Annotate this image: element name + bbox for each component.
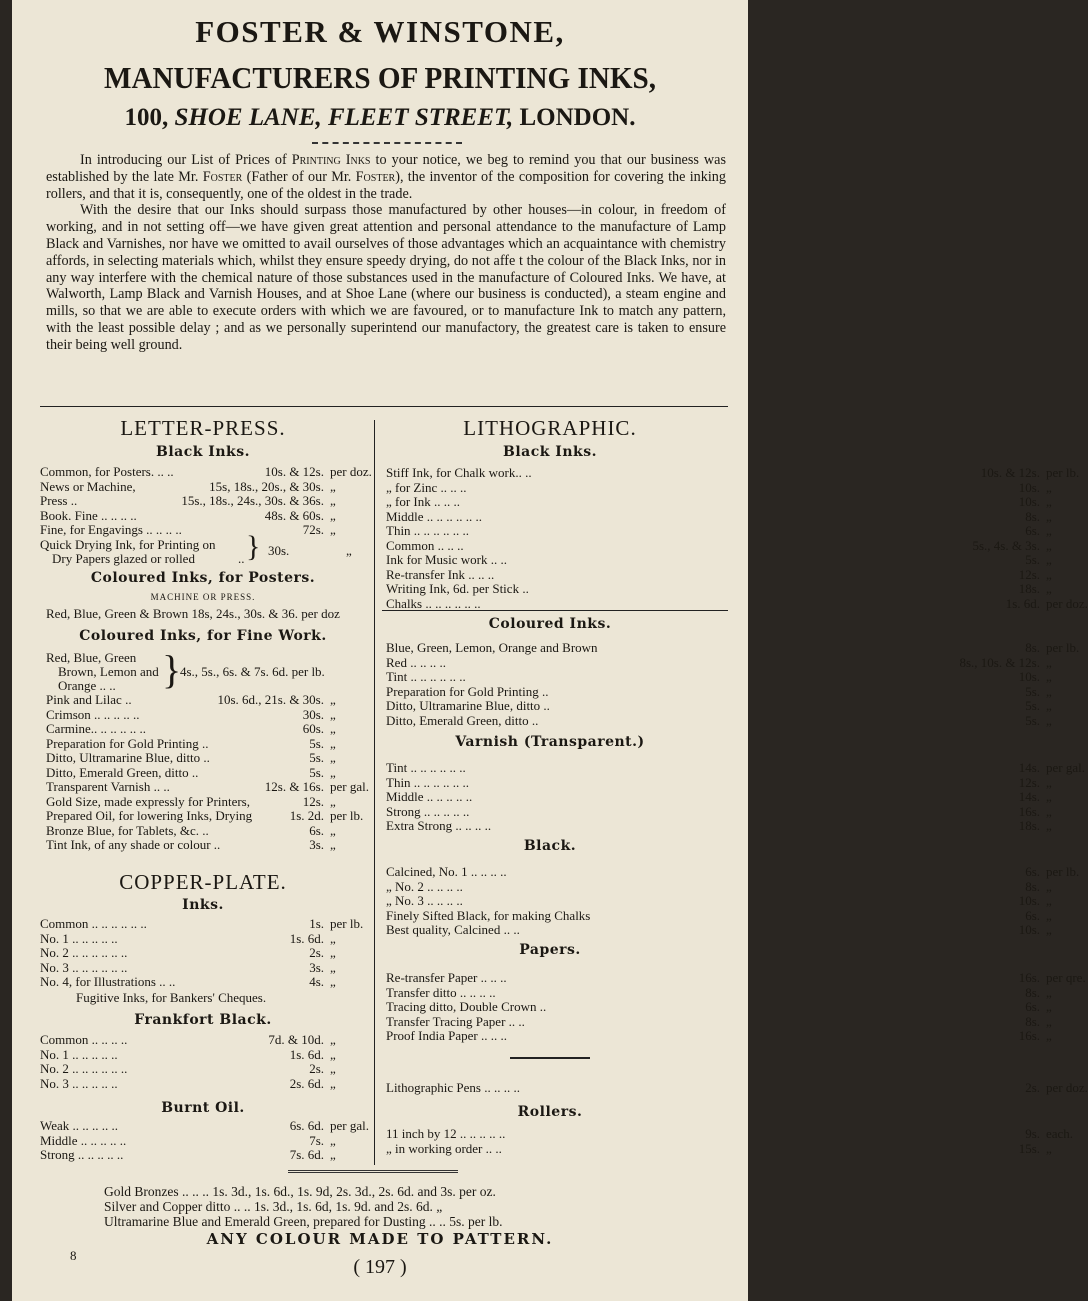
item-desc: „ No. 2 .. .. .. .. — [386, 878, 463, 894]
item-unit: per lb. — [1046, 465, 1080, 480]
address-city: LONDON. — [519, 104, 636, 131]
price-row — [386, 1140, 1052, 1156]
price-row — [40, 1061, 374, 1076]
item-unit: per gal. — [1046, 760, 1085, 775]
price-row — [40, 522, 374, 537]
posters-heading: Coloured Inks, for Posters. — [90, 570, 316, 586]
item-unit: „ — [330, 507, 336, 523]
price-row — [386, 760, 1085, 775]
intro-paragraph-1: In introducing our List of Prices of Printing Inks to your notice, we beg to remind you that our business was established by the late Mr. Foster (Father of our Mr. Foster), the inventor of the composition for covering the inking rollers, and that it is, consequently, one of the oldest in the trade. — [46, 152, 726, 202]
item-desc: Ditto, Ultramarine Blue, ditto .. — [386, 698, 550, 713]
item-price: 30s. — [302, 706, 324, 722]
item-desc: Prepared Oil, for lowering Inks, Drying — [46, 808, 253, 823]
footer-ultramarine: Ultramarine Blue and Emerald Green, prepared for Dusting .. .. 5s. per lb. — [104, 1214, 503, 1229]
price-row — [40, 974, 374, 989]
item-price: 8s. — [1025, 878, 1040, 894]
price-row — [386, 683, 1052, 699]
item-price: 5s. — [309, 750, 324, 765]
item-desc: News or Machine, — [40, 478, 136, 494]
item-unit: per doz. — [1046, 595, 1088, 611]
item-desc: Book. Fine .. .. .. .. — [40, 507, 137, 523]
quick-drying-desc-a: Quick Drying Ink, for Printing on — [40, 537, 216, 552]
price-row — [386, 818, 1052, 833]
item-price: 10s. 6d., 21s. & 30s. — [217, 692, 324, 707]
item-unit: „ — [1046, 922, 1052, 937]
item-desc: Transfer ditto .. .. .. .. — [386, 984, 496, 1000]
item-unit: „ — [330, 793, 336, 809]
item-desc: Strong .. .. .. .. .. — [386, 803, 470, 819]
item-desc: Tint Ink, of any shade or colour .. — [46, 837, 221, 852]
item-unit: per qre. — [1046, 970, 1086, 985]
item-desc: Thin .. .. .. .. .. .. — [386, 774, 470, 790]
item-desc: Ditto, Emerald Green, ditto .. — [46, 764, 199, 780]
item-price: 8s. — [1025, 508, 1040, 524]
item-desc: Pink and Lilac .. — [46, 692, 132, 707]
item-unit: „ — [1046, 537, 1052, 553]
firm-address — [12, 104, 748, 132]
item-price: 3s. — [309, 837, 324, 852]
item-desc: Middle .. .. .. .. .. — [386, 789, 473, 804]
price-row — [386, 537, 1052, 553]
price-row — [386, 552, 1052, 567]
item-unit: „ — [1046, 494, 1052, 509]
item-price: 7s. 6d. — [289, 1147, 324, 1162]
fugitive-line: Fugitive Inks, for Bankers' Cheques. — [76, 990, 267, 1005]
price-row — [46, 808, 374, 823]
price-row — [386, 970, 1086, 985]
black-inks-heading: Black Inks. — [155, 444, 250, 460]
rollers-heading: Rollers. — [517, 1104, 583, 1120]
price-row — [46, 837, 374, 852]
item-unit: „ — [1046, 712, 1052, 728]
price-row — [386, 523, 1052, 538]
address-street: SHOE LANE, FLEET STREET, — [174, 104, 514, 131]
item-unit: „ — [1046, 508, 1052, 524]
price-row — [386, 465, 1080, 480]
item-desc: Re-transfer Paper .. .. .. — [386, 970, 507, 985]
frankfort-heading: Frankfort Black. — [134, 1012, 272, 1028]
price-row — [46, 823, 374, 838]
item-unit: „ — [1046, 893, 1052, 908]
item-unit: „ — [330, 930, 336, 946]
item-desc: Proof India Paper .. .. .. — [386, 1028, 507, 1043]
price-row — [46, 765, 374, 780]
item-desc: Middle .. .. .. .. .. — [40, 1132, 127, 1148]
item-price: 14s. — [1018, 789, 1040, 804]
price-row — [386, 479, 1052, 495]
price-row — [40, 945, 374, 960]
price-row — [386, 999, 1052, 1014]
page-number: ( 197 ) — [353, 1256, 407, 1278]
litho-coloured-heading: Coloured Inks. — [488, 616, 612, 632]
price-row — [46, 707, 374, 722]
item-price: 2s. — [309, 1061, 324, 1076]
item-price: 2s. — [309, 945, 324, 960]
item-unit: „ — [1046, 1140, 1052, 1156]
item-desc: Gold Size, made expressly for Printers, — [46, 793, 250, 809]
item-price: 10s. — [1018, 669, 1040, 684]
intro-text — [46, 152, 726, 354]
posters-note: MACHINE OR PRESS. — [150, 592, 256, 602]
item-unit: „ — [1046, 1013, 1052, 1029]
item-desc: Best quality, Calcined .. .. — [386, 922, 520, 937]
item-desc: „ in working order .. .. — [386, 1140, 502, 1156]
quick-drying-unit: „ — [346, 543, 352, 558]
papers-heading: Papers. — [519, 942, 581, 958]
item-desc: Carmine.. .. .. .. .. .. — [46, 721, 147, 736]
item-price: 6s. — [309, 822, 324, 838]
quick-drying-brace: } — [246, 530, 261, 563]
price-row — [386, 595, 1088, 611]
item-unit: per doz. — [330, 464, 372, 479]
item-unit: „ — [330, 1075, 336, 1091]
item-desc: Re-transfer Ink .. .. .. — [386, 566, 495, 582]
item-price: 3s. — [309, 959, 324, 975]
price-row — [386, 922, 1052, 937]
item-unit: „ — [1046, 669, 1052, 684]
item-price: 5s. — [1025, 552, 1040, 567]
item-price: 5s. — [309, 735, 324, 751]
item-unit: „ — [1046, 803, 1052, 819]
price-row — [40, 1076, 374, 1091]
item-unit: „ — [330, 1132, 336, 1148]
item-price: 5s., 4s. & 3s. — [972, 537, 1040, 553]
item-unit: „ — [1046, 984, 1052, 1000]
item-price: 16s. — [1018, 803, 1040, 819]
item-unit: per lb. — [1046, 864, 1080, 879]
item-unit: „ — [1046, 566, 1052, 582]
item-price: 10s. — [1018, 479, 1040, 495]
item-desc: No. 1 .. .. .. .. .. — [40, 1046, 118, 1062]
item-price: 48s. & 60s. — [264, 507, 324, 523]
item-price: 4s. — [309, 974, 324, 989]
price-row — [386, 789, 1052, 804]
item-unit: „ — [330, 493, 336, 508]
item-unit: per lb. — [1046, 640, 1080, 655]
item-unit: „ — [330, 959, 336, 975]
quick-drying-desc-b: Dry Papers glazed or rolled — [52, 551, 195, 566]
item-price: 12s. — [1018, 774, 1040, 790]
price-row — [40, 479, 374, 494]
item-price: 8s. — [1025, 1013, 1040, 1029]
copperplate-heading: COPPER-PLATE. — [119, 870, 287, 894]
quick-drying-value: 30s. — [268, 543, 290, 558]
price-row — [46, 779, 374, 794]
item-price: 10s. & 12s. — [264, 464, 324, 479]
item-price: 10s. — [1018, 893, 1040, 908]
price-row — [386, 907, 1052, 923]
litho-heading: LITHOGRAPHIC. — [463, 416, 637, 440]
price-row — [40, 508, 374, 523]
item-unit: „ — [1046, 907, 1052, 923]
price-row — [386, 669, 1052, 684]
item-unit: „ — [330, 1147, 336, 1162]
price-list-page — [12, 0, 1088, 1301]
item-unit: „ — [1046, 523, 1052, 538]
item-price: 15s, 18s., 20s., & 30s. — [209, 478, 324, 494]
tagline: ANY COLOUR MADE TO PATTERN. — [206, 1230, 554, 1248]
item-unit: „ — [330, 478, 336, 494]
price-row — [386, 774, 1052, 790]
item-desc: Blue, Green, Lemon, Orange and Brown — [386, 640, 598, 655]
item-price: 12s. — [1018, 566, 1040, 582]
burnt-oil-heading: Burnt Oil. — [161, 1100, 245, 1116]
price-row — [46, 692, 374, 707]
varnish-heading: Varnish (Transparent.) — [455, 734, 645, 750]
item-desc: No. 3 .. .. .. .. .. — [40, 1075, 118, 1091]
signature-mark: 8 — [70, 1248, 77, 1263]
item-price: 9s. — [1025, 1126, 1040, 1141]
item-unit: „ — [1046, 774, 1052, 790]
fine-work-heading: Coloured Inks, for Fine Work. — [79, 628, 327, 644]
item-price: 2s. — [1025, 1080, 1040, 1095]
item-unit: „ — [1046, 479, 1052, 495]
item-price: 16s. — [1018, 1028, 1040, 1043]
item-price: 7d. & 10d. — [268, 1032, 324, 1047]
footer-silver: Silver and Copper ditto .. .. 1s. 3d., 1s. 6d, 1s. 9d. and 2s. 6d. „ — [104, 1199, 443, 1214]
item-desc: Bronze Blue, for Tablets, &c. .. — [46, 822, 209, 838]
item-desc: Calcined, No. 1 .. .. .. .. — [386, 864, 507, 879]
item-unit: per lb. — [330, 916, 364, 931]
price-row — [386, 508, 1052, 524]
price-row — [386, 1080, 1088, 1095]
item-price: 5s. — [1025, 683, 1040, 699]
price-row — [386, 698, 1052, 713]
item-desc: „ No. 3 .. .. .. .. — [386, 893, 463, 908]
item-desc: No. 4, for Illustrations .. .. — [40, 974, 176, 989]
letterpress-heading: LETTER-PRESS. — [120, 416, 286, 440]
price-row — [386, 1028, 1052, 1043]
price-row — [46, 794, 374, 809]
item-unit: „ — [330, 764, 336, 780]
price-row — [386, 712, 1052, 728]
price-row — [386, 566, 1052, 582]
item-unit: each. — [1046, 1126, 1074, 1141]
item-price: 6s. — [1025, 523, 1040, 538]
item-desc: No. 1 .. .. .. .. .. — [40, 930, 118, 946]
price-row — [386, 878, 1052, 894]
item-desc: Extra Strong .. .. .. .. — [386, 818, 492, 833]
price-row — [386, 1126, 1074, 1141]
item-price: 6s. — [1025, 907, 1040, 923]
price-row — [40, 931, 374, 946]
price-row — [386, 1013, 1052, 1029]
item-unit: „ — [1046, 552, 1052, 567]
item-desc: Ditto, Ultramarine Blue, ditto .. — [46, 750, 210, 765]
item-desc: Common, for Posters. .. .. — [40, 464, 174, 479]
header-divider — [312, 142, 462, 144]
item-price: 5s. — [1025, 698, 1040, 713]
posters-line: Red, Blue, Green & Brown 18s, 24s., 30s. & 36. per doz — [46, 606, 340, 621]
item-desc: No. 3 .. .. .. .. .. .. — [40, 959, 128, 975]
price-row — [386, 581, 1052, 596]
copper-inks-heading: Inks. — [182, 897, 224, 913]
item-desc: 11 inch by 12 .. .. .. .. .. — [386, 1126, 506, 1141]
item-price: 6s. — [1025, 864, 1040, 879]
fine-group-brace: } — [162, 647, 182, 692]
fine-group-b: Brown, Lemon and — [58, 664, 159, 679]
item-price: 60s. — [302, 721, 324, 736]
item-desc: Common .. .. .. .. .. .. — [40, 916, 147, 931]
price-row — [46, 721, 374, 736]
item-price: 7s. — [309, 1132, 324, 1148]
item-price: 15s., 18s., 24s., 30s. & 36s. — [181, 493, 324, 508]
item-desc: Tint .. .. .. .. .. .. — [386, 760, 466, 775]
item-unit: „ — [1046, 581, 1052, 596]
item-unit: „ — [1046, 999, 1052, 1014]
item-price: 12s. — [302, 793, 324, 809]
firm-trade: MANUFACTURERS OF PRINTING INKS, — [103, 60, 657, 95]
item-price: 18s. — [1018, 818, 1040, 833]
price-row — [386, 494, 1052, 509]
item-price: 6s. — [1025, 999, 1040, 1014]
item-unit: „ — [330, 1046, 336, 1062]
litho-black2-heading: Black. — [523, 838, 577, 854]
item-price: 72s. — [302, 522, 324, 537]
item-unit: per gal. — [330, 1118, 369, 1133]
item-unit: „ — [1046, 818, 1052, 833]
item-desc: Press .. — [40, 493, 78, 508]
item-price: 14s. — [1018, 760, 1040, 775]
item-desc: Preparation for Gold Printing .. — [46, 735, 209, 751]
item-unit: „ — [330, 750, 336, 765]
item-price: 5s. — [1025, 712, 1040, 728]
item-price: 5s. — [309, 764, 324, 780]
item-unit: per lb. — [330, 808, 364, 823]
item-desc: Lithographic Pens .. .. .. .. — [386, 1080, 520, 1095]
item-unit: „ — [330, 735, 336, 751]
item-unit: „ — [1046, 698, 1052, 713]
item-unit: „ — [330, 837, 336, 852]
address-number: 100, — [124, 104, 169, 131]
price-row — [386, 864, 1080, 879]
price-row — [40, 1032, 374, 1047]
item-price: 8s. — [1025, 640, 1040, 655]
item-unit: „ — [330, 706, 336, 722]
item-unit: „ — [330, 522, 336, 537]
item-price: 8s. — [1025, 984, 1040, 1000]
item-desc: Ditto, Emerald Green, ditto .. — [386, 712, 539, 728]
item-price: 10s. — [1018, 922, 1040, 937]
item-desc: Red .. .. .. .. — [386, 654, 446, 670]
item-unit: „ — [330, 822, 336, 838]
item-unit: „ — [330, 692, 336, 707]
item-price: 2s. 6d. — [289, 1075, 324, 1091]
item-desc: No. 2 .. .. .. .. .. .. — [40, 945, 128, 960]
firm-name: FOSTER & WINSTONE, — [195, 14, 565, 49]
item-price: 6s. 6d. — [289, 1118, 324, 1133]
fine-group-c: Orange .. .. — [58, 678, 116, 693]
item-unit: „ — [330, 721, 336, 736]
item-price: 1s. — [309, 916, 324, 931]
item-price: 18s. — [1018, 581, 1040, 596]
price-row — [40, 960, 374, 975]
price-row — [46, 750, 374, 765]
price-row — [40, 916, 374, 931]
item-unit: „ — [330, 945, 336, 960]
item-desc: Common .. .. .. .. — [40, 1032, 128, 1047]
item-desc: Weak .. .. .. .. .. — [40, 1118, 119, 1133]
item-desc: Fine, for Engavings .. .. .. .. — [40, 522, 182, 537]
section-divider — [40, 406, 728, 407]
item-unit: „ — [1046, 1028, 1052, 1043]
price-row — [386, 640, 1080, 655]
price-row — [40, 1147, 374, 1162]
item-desc: „ for Ink .. .. .. — [386, 494, 461, 509]
item-desc: Tint .. .. .. .. .. .. — [386, 669, 466, 684]
price-row — [386, 654, 1052, 670]
quick-drying-dots: .. — [238, 551, 245, 566]
item-price: 1s. 6d. — [289, 1046, 324, 1062]
price-row — [46, 736, 374, 751]
item-desc: Middle .. .. .. .. .. .. — [386, 508, 483, 524]
price-row — [40, 464, 374, 479]
footer-divider — [288, 1170, 458, 1173]
item-desc: Common .. .. .. — [386, 537, 464, 553]
item-desc: Preparation for Gold Printing .. — [386, 683, 549, 699]
item-desc: Writing Ink, 6d. per Stick .. — [386, 581, 529, 596]
price-row — [40, 1133, 374, 1148]
fine-group-a: Red, Blue, Green — [46, 650, 137, 665]
item-desc: Transfer Tracing Paper .. .. — [386, 1013, 525, 1029]
item-price: 15s. — [1018, 1140, 1040, 1156]
item-desc: Finely Sifted Black, for making Chalks — [386, 907, 591, 923]
item-desc: „ for Zinc .. .. .. — [386, 479, 467, 495]
item-desc: Strong .. .. .. .. .. — [40, 1147, 124, 1162]
litho-black-heading: Black Inks. — [502, 444, 597, 460]
item-price: 1s. 2d. — [289, 808, 324, 823]
item-desc: Thin .. .. .. .. .. .. — [386, 523, 470, 538]
item-price: 12s. & 16s. — [264, 779, 324, 794]
item-unit: „ — [1046, 654, 1052, 670]
item-desc: Transparent Varnish .. .. — [46, 779, 170, 794]
intro-paragraph-2: With the desire that our Inks should surpass those manufactured by other houses—in colour, in freedom of working, and in not setting off—we have given great attention and personal attendance to the manufacture of Lamp Black and Varnishes, nor have we omitted to avail ourselves of those advantages which an acquaintance with chemistry affords, in selecting materials which, whilst they ensure speedy drying, do not affe t the colour of the Black Inks, nor in any way interfere with the chemical nature of those substances used in the manufacture of Coloured Inks. We have, at Walworth, Lamp Black and Varnish Houses, and at Shoe Lane (where our business is conducted), a steam engine and mills, so that we are able to execute orders with which we are favoured, or to manufacture Ink to match any pattern, with the least possible delay ; and as we personally superintend our manufactory, the greatest care is taken to ensure their being well ground. — [46, 202, 726, 353]
item-price: 1s. 6d. — [1005, 595, 1040, 611]
item-price: 8s., 10s. & 12s. — [959, 654, 1040, 670]
item-unit: „ — [330, 1032, 336, 1047]
item-desc: Stiff Ink, for Chalk work.. .. — [386, 465, 532, 480]
item-desc: Tracing ditto, Double Crown .. — [386, 999, 547, 1014]
item-price: 1s. 6d. — [289, 930, 324, 946]
price-row — [40, 1118, 374, 1133]
fine-group-price: 4s., 5s., 6s. & 7s. 6d. per lb. — [180, 664, 325, 679]
item-unit: „ — [1046, 789, 1052, 804]
item-desc: Ink for Music work .. .. — [386, 552, 507, 567]
price-row — [40, 1047, 374, 1062]
price-row — [40, 493, 374, 508]
footer-gold: Gold Bronzes .. .. .. 1s. 3d., 1s. 6d., 1s. 9d, 2s. 3d., 2s. 6d. and 3s. per oz. — [104, 1184, 496, 1199]
item-price: 10s. — [1018, 494, 1040, 509]
price-row — [386, 803, 1052, 819]
price-row — [386, 984, 1052, 1000]
item-price: 10s. & 12s. — [980, 465, 1040, 480]
item-unit: per doz. — [1046, 1080, 1088, 1095]
item-desc: No. 2 .. .. .. .. .. .. — [40, 1061, 128, 1076]
column-divider — [374, 420, 375, 1165]
pens-rule — [510, 1057, 590, 1059]
item-unit: „ — [330, 1061, 336, 1076]
item-desc: Crimson .. .. .. .. .. — [46, 706, 140, 722]
item-unit: per gal. — [330, 779, 369, 794]
item-unit: „ — [330, 974, 336, 989]
price-row — [386, 893, 1052, 908]
item-unit: „ — [1046, 683, 1052, 699]
item-price: 16s. — [1018, 970, 1040, 985]
item-desc: Chalks .. .. .. .. .. .. — [386, 595, 481, 611]
item-unit: „ — [1046, 878, 1052, 894]
